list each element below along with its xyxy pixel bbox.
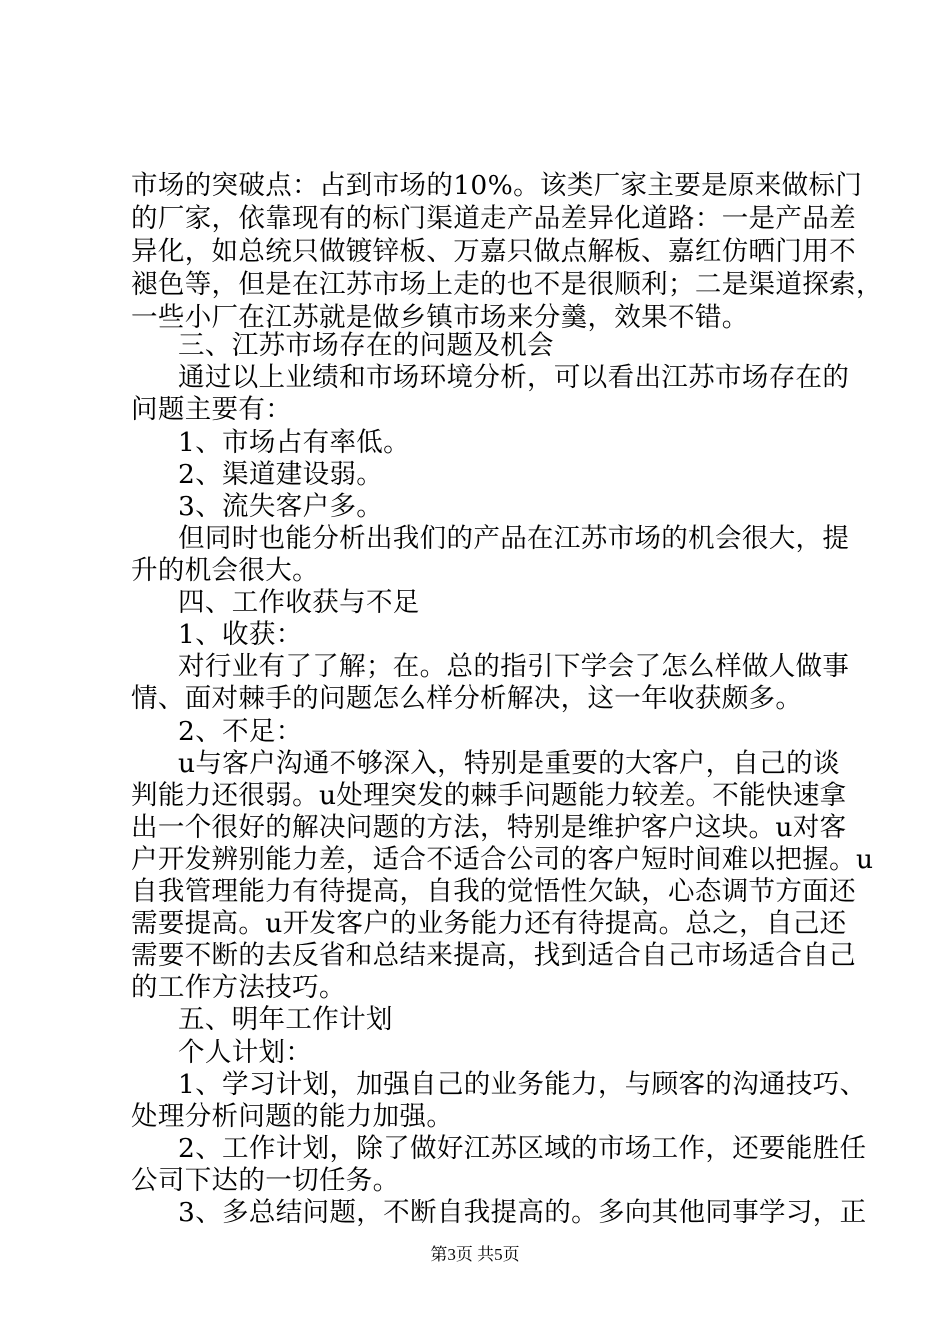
paragraph-line: 市场的突破点：占到市场的10%。该类厂家主要是原来做标门 bbox=[131, 170, 863, 201]
paragraph-line: 自我管理能力有待提高，自我的觉悟性欠缺，心态调节方面还 bbox=[131, 876, 856, 907]
paragraph-line: 的工作方法技巧。 bbox=[131, 972, 346, 1003]
paragraph-line: 一些小厂在江苏就是做乡镇市场来分羹，效果不错。 bbox=[131, 302, 749, 333]
list-item: 2、工作计划，除了做好江苏区域的市场工作，还要能胜任 bbox=[178, 1133, 867, 1164]
paragraph-line: 的厂家，依靠现有的标门渠道走产品差异化道路：一是产品差 bbox=[131, 203, 856, 234]
paragraph-line: 情、面对棘手的问题怎么样分析解决，这一年收获颇多。 bbox=[131, 683, 803, 714]
paragraph-line: 公司下达的一切任务。 bbox=[131, 1165, 400, 1196]
subsection-heading: 2、不足： bbox=[178, 716, 303, 747]
section-heading: 四、工作收获与不足 bbox=[178, 587, 420, 618]
paragraph-line: 需要提高。u开发客户的业务能力还有待提高。总之，自己还 bbox=[131, 908, 847, 939]
paragraph-line: 异化，如总统只做镀锌板、万嘉只做点解板、嘉红仿晒门用不 bbox=[131, 236, 856, 267]
section-heading: 五、明年工作计划 bbox=[178, 1004, 393, 1035]
paragraph-line: 问题主要有： bbox=[131, 394, 293, 425]
paragraph-line: 褪色等，但是在江苏市场上走的也不是很顺利；二是渠道探索， bbox=[131, 269, 883, 300]
section-heading: 三、江苏市场存在的问题及机会 bbox=[178, 330, 554, 361]
paragraph-line: 处理分析问题的能力加强。 bbox=[131, 1101, 454, 1132]
list-item: 3、多总结问题，不断自我提高的。多向其他同事学习，正 bbox=[178, 1197, 867, 1228]
paragraph-line: 通过以上业绩和市场环境分析，可以看出江苏市场存在的 bbox=[178, 362, 850, 393]
paragraph-line: 需要不断的去反省和总结来提高，找到适合自己市场适合自己 bbox=[131, 940, 856, 971]
paragraph-line: 出一个很好的解决问题的方法，特别是维护客户这块。u对客 bbox=[131, 812, 847, 843]
list-item: 1、学习计划，加强自己的业务能力，与顾客的沟通技巧、 bbox=[178, 1069, 867, 1100]
subsection-heading: 个人计划： bbox=[178, 1037, 313, 1068]
paragraph-line: 对行业有了了解；在。总的指引下学会了怎么样做人做事 bbox=[178, 651, 850, 682]
paragraph-line: 升的机会很大。 bbox=[131, 555, 319, 586]
paragraph-line: 判能力还很弱。u处理突发的棘手问题能力较差。不能快速拿 bbox=[131, 780, 847, 811]
paragraph-line: u与客户沟通不够深入，特别是重要的大客户，自己的谈 bbox=[178, 748, 840, 779]
paragraph-line: 户开发辨别能力差，适合不适合公司的客户短时间难以把握。u bbox=[131, 844, 874, 875]
list-item: 3、流失客户多。 bbox=[178, 491, 384, 522]
list-item: 2、渠道建设弱。 bbox=[178, 459, 384, 490]
paragraph-line: 但同时也能分析出我们的产品在江苏市场的机会很大，提 bbox=[178, 523, 850, 554]
list-item: 1、市场占有率低。 bbox=[178, 427, 411, 458]
page-number-footer: 第3页 共5页 bbox=[430, 1245, 520, 1264]
subsection-heading: 1、收获： bbox=[178, 619, 303, 650]
